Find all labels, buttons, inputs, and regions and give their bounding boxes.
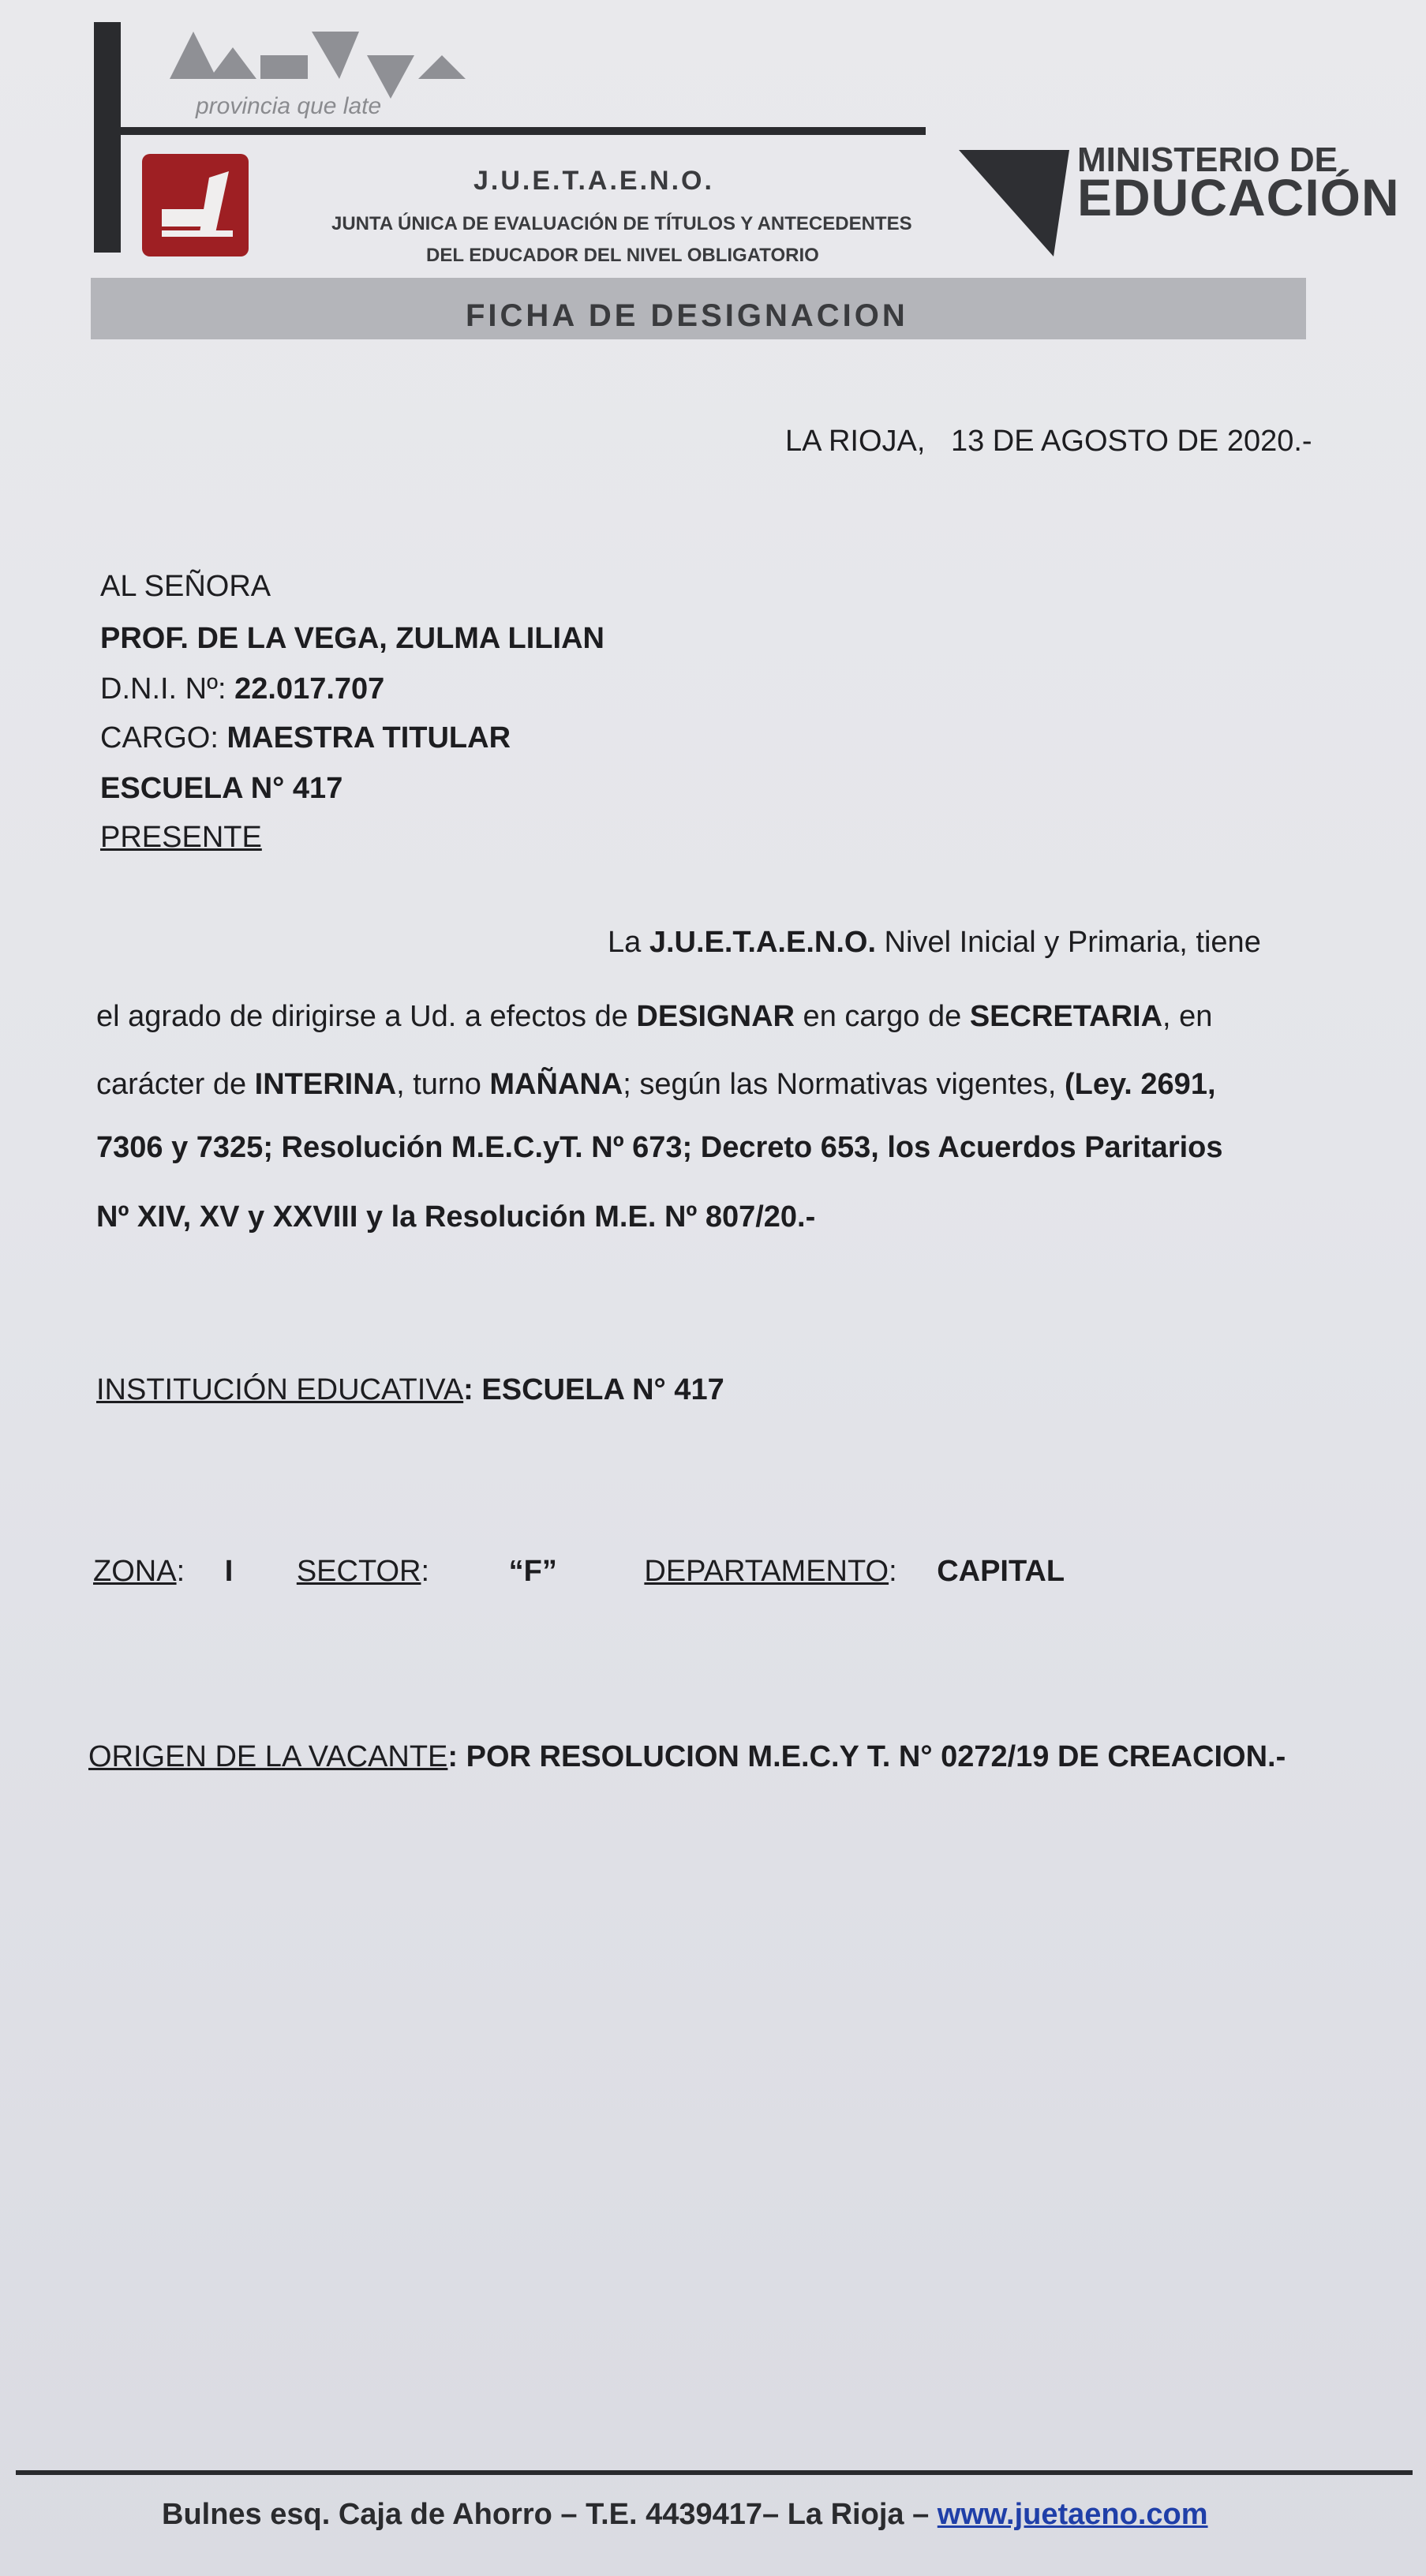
body-text: , en: [1162, 1000, 1213, 1033]
body-bold: J.U.E.T.A.E.N.O.: [649, 926, 876, 959]
body-text: el agrado de dirigirse a Ud. a efectos de: [96, 1000, 637, 1033]
zona-line: ZONA: I SECTOR: “F” DEPARTAMENTO: CAPITAL: [93, 1555, 1065, 1588]
sector-value: “F”: [508, 1555, 557, 1588]
date-line: [785, 425, 1312, 459]
body-text: carácter de: [96, 1068, 255, 1101]
dni-label: D.N.I. Nº:: [100, 672, 226, 706]
departamento-value: CAPITAL: [937, 1555, 1065, 1588]
juetaeno-subtitle-1: JUNTA ÚNICA DE EVALUACIÓN DE TÍTULOS Y ANTECEDENTES: [331, 213, 912, 234]
juetaeno-subtitle-2: DEL EDUCADOR DEL NIVEL OBLIGATORIO: [426, 245, 819, 266]
footer: [162, 2498, 1208, 2532]
institucion-value: : ESCUELA N° 417: [463, 1373, 724, 1406]
body-bold: DESIGNAR: [636, 1000, 795, 1033]
zona-value: I: [224, 1555, 234, 1588]
origen-label: ORIGEN DE LA VACANTE: [88, 1740, 448, 1773]
header-horizontal-bar: [121, 127, 926, 135]
document-title: FICHA DE DESIGNACION: [466, 298, 908, 333]
dni-value: 22.017.707: [234, 672, 385, 706]
body-bold: SECRETARIA: [969, 1000, 1163, 1033]
origen-line: [88, 1740, 1286, 1774]
body-bold: MAÑANA: [489, 1068, 623, 1101]
footer-divider: [16, 2470, 1413, 2475]
recipient-name: PROF. DE LA VEGA, ZULMA LILIAN: [100, 622, 604, 655]
institucion-label: INSTITUCIÓN EDUCATIVA: [96, 1373, 464, 1406]
body-bold: (Ley. 2691,: [1064, 1068, 1216, 1101]
salutation: AL SEÑORA: [100, 570, 271, 603]
sector-label: SECTOR: [296, 1555, 421, 1588]
escuela-line: ESCUELA N° 417: [100, 772, 343, 805]
presente: PRESENTE: [100, 821, 262, 854]
dni-line: [100, 672, 384, 706]
body-line-5: Nº XIV, XV y XXVIII y la Resolución M.E. Nº 807/20.-: [96, 1200, 816, 1234]
cargo-label: CARGO:: [100, 721, 219, 754]
body-text: La: [608, 926, 649, 959]
header-vertical-bar: [94, 22, 121, 253]
body-line-2: [96, 999, 1351, 1035]
ministerio-line2: EDUCACIÓN: [1077, 168, 1400, 227]
body-bold: INTERINA: [254, 1068, 397, 1101]
body-text: ; según las Normativas vigentes,: [623, 1068, 1065, 1101]
brand-tagline: provincia que late: [196, 93, 382, 119]
body-line-3: [96, 1067, 1351, 1103]
origen-value: : POR RESOLUCION M.E.C.Y T. N° 0272/19 DE CREACION.-: [447, 1740, 1286, 1773]
ministerio-logo-icon: [959, 150, 1069, 256]
juetaeno-logo-icon: [142, 154, 249, 256]
place: LA RIOJA,: [785, 425, 926, 458]
body-text: en cargo de: [795, 1000, 970, 1033]
departamento-label: DEPARTAMENTO: [644, 1555, 889, 1588]
body-text: , turno: [396, 1068, 490, 1101]
cargo-value: MAESTRA TITULAR: [226, 721, 511, 754]
website-link[interactable]: www.juetaeno.com: [937, 2498, 1208, 2531]
body-line-4: 7306 y 7325; Resolución M.E.C.yT. Nº 673; Decreto 653, los Acuerdos Paritarios: [96, 1131, 1223, 1164]
juetaeno-title: J.U.E.T.A.E.N.O.: [473, 166, 714, 196]
footer-address: Bulnes esq. Caja de Ahorro – T.E. 4439417– La Rioja –: [162, 2498, 938, 2531]
ministerio-line1: MINISTERIO DE: [1077, 140, 1338, 179]
body-text: Nivel Inicial y Primaria, tiene: [876, 926, 1261, 959]
institucion-line: [96, 1373, 724, 1407]
body-line-1: [608, 925, 1349, 961]
cargo-line: [100, 721, 511, 755]
zona-label: ZONA: [93, 1555, 177, 1588]
date: 13 DE AGOSTO DE 2020.-: [950, 425, 1312, 458]
